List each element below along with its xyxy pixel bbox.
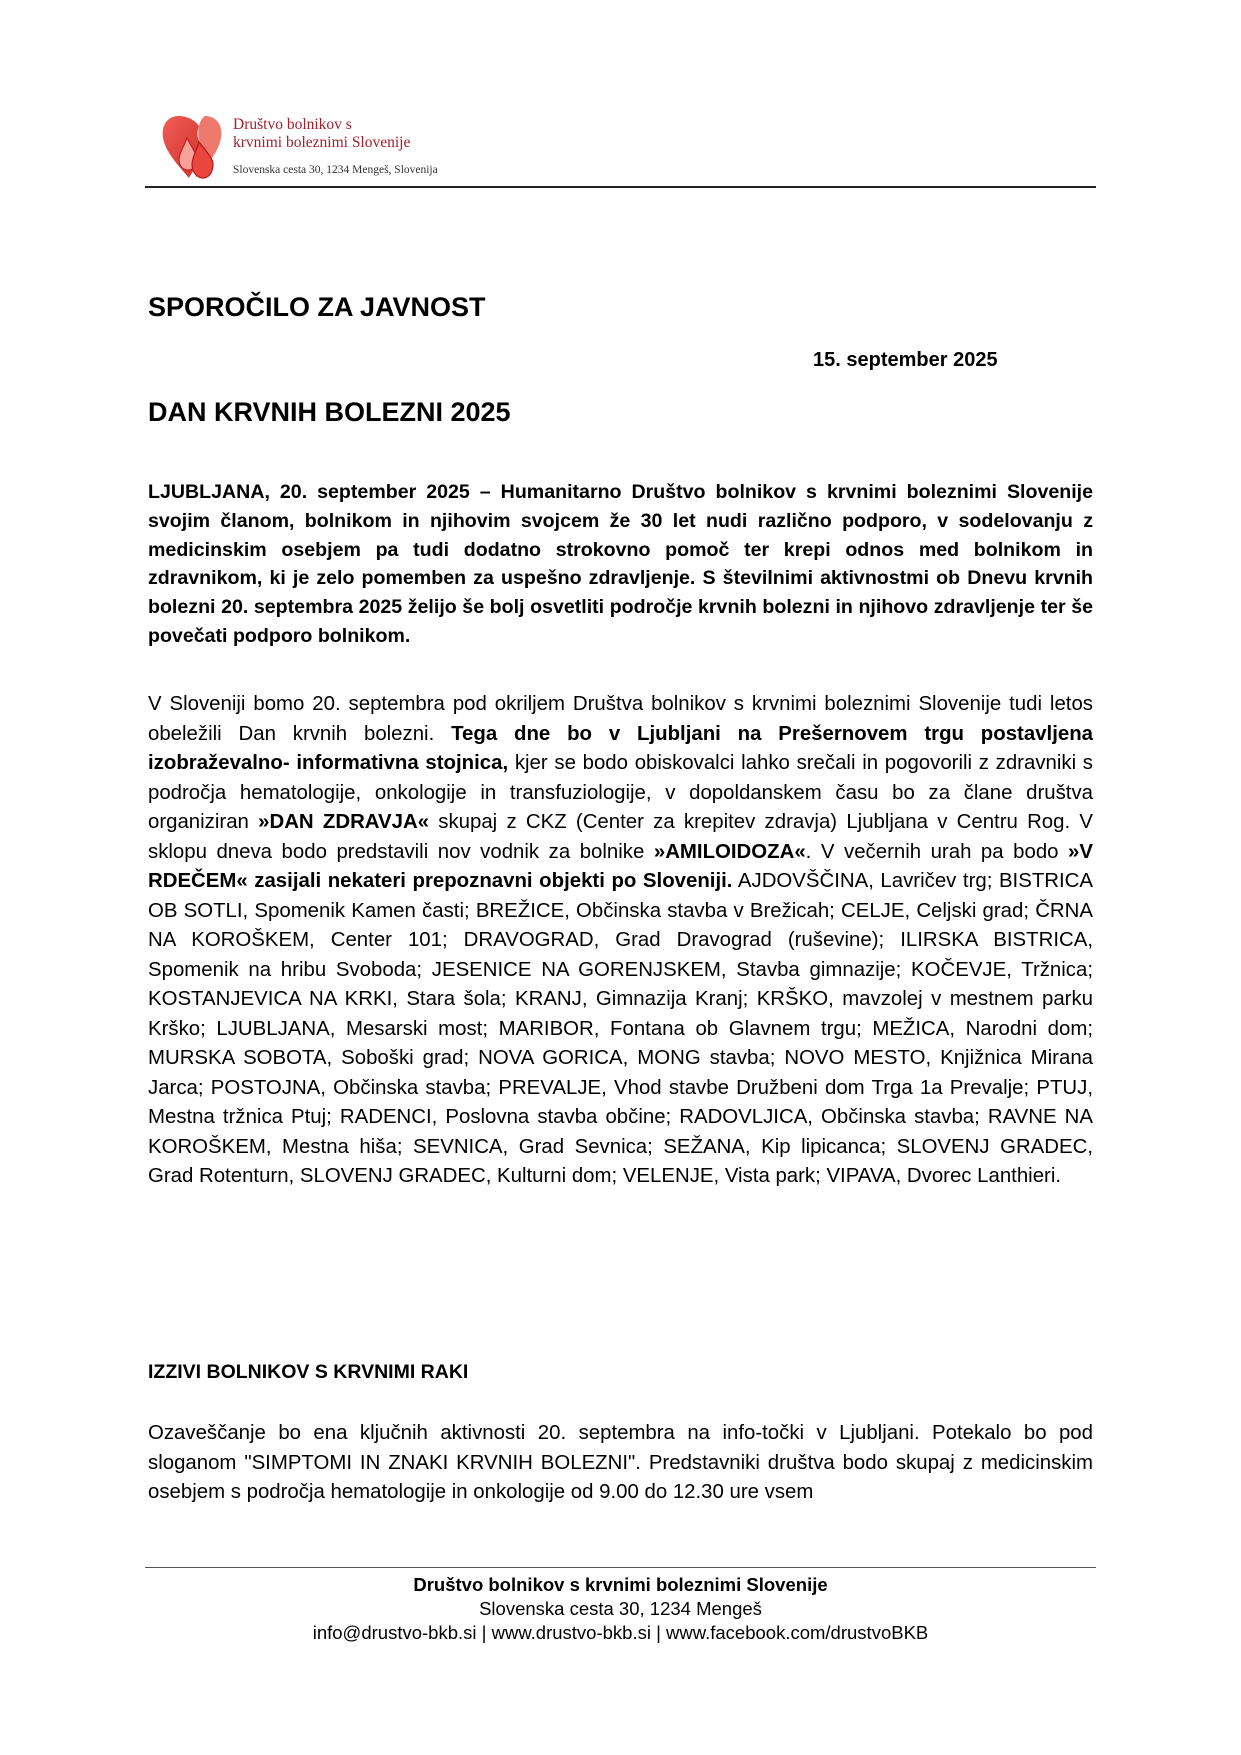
separator: |: [476, 1622, 492, 1643]
document-date: 15. september 2025: [813, 349, 998, 371]
bold-span: Tega dne bo v Ljubljani na Prešernovem trgu postavljena izobraževalno- informativna stojnica,: [148, 722, 1093, 774]
text-span: kjer se bodo obiskovalci lahko srečali in pogovorili z zdravniki s področja hematologije, onkologije in transfuziologije, v dopoldanskem času bo za člane društva organiziran: [148, 752, 1094, 833]
footer-contacts: [145, 1621, 1096, 1645]
text-span: skupaj z CKZ (Center za krepitev zdravja) Ljubljana v Centru Rog. V sklopu dneva bodo predstavili nov vodnik za bolnike: [148, 811, 1093, 863]
body-paragraph-events: [148, 690, 1093, 1192]
footer-website-link[interactable]: www.drustvo-bkb.si: [491, 1622, 651, 1643]
logo-address: Slovenska cesta 30, 1234 Mengeš, Slovenija: [233, 164, 438, 176]
footer-organization: Društvo bolnikov s krvnimi boleznimi Slovenije: [413, 1574, 828, 1595]
footer-facebook-link[interactable]: www.facebook.com/drustvoBKB: [666, 1622, 929, 1643]
document-label: SPOROČILO ZA JAVNOST: [148, 292, 486, 322]
landmarks-list: AJDOVŠČINA, Lavričev trg; BISTRICA OB SOTLI, Spomenik Kamen časti; BREŽICE, Občinska stavba v Brežicah; CELJE, Celjski grad; ČRNA NA KOROŠKEM, Center 101; DRAVOGRAD, Grad Dravograd (ruševine); ILIRSKA BISTRICA, Spomenik na hribu Svoboda; JESENICE NA GORENJSKEM, Stavba gimnazije; KOČEVJE, Tržnica; KOSTANJEVICA NA KRKI, Stara šola; KRANJ, Gimnazija Kranj; KRŠKO, mavzolej v mestnem parku Krško; LJUBLJANA, Mesarski most; MARIBOR, Fontana ob Glavnem trgu; MEŽICA, Narodni dom; MURSKA SOBOTA, Soboški grad; NOVA GORICA, MONG stavba; NOVO MESTO, Knjižnica Mirana Jarca; POSTOJNA, Občinska stavba; PREVALJE, Vhod stavbe Družbeni dom Trga 1a Prevalje; PTUJ, Mestna tržnica Ptuj; RADENCI, Poslovna stavba občine; RADOVLJICA, Občinska stavba; RAVNE NA KOROŠKEM, Mestna hiša; SEVNICA, Grad Sevnica; SEŽANA, Kip lipicanca; SLOVENJ GRADEC, Grad Rotenturn, SLOVENJ GRADEC, Kulturni dom; VELENJE, Vista park; VIPAVA, Dvorec Lanthieri.: [148, 870, 1093, 1187]
heart-with-blood-drops-icon: [159, 112, 225, 182]
logo-organization-name: [233, 116, 410, 152]
header-divider: [145, 186, 1096, 188]
text-span: V Sloveniji bomo 20. septembra pod okriljem Društva bolnikov s krvnimi boleznimi Slovenije tudi letos obeležili Dan krvnih bolezni.: [148, 693, 1093, 745]
bold-span: »DAN ZDRAVJA«: [258, 811, 430, 833]
lead-paragraph: LJUBLJANA, 20. september 2025 – Humanitarno Društvo bolnikov s krvnimi boleznimi Slovenije svojim članom, bolnikom in njihovim svojcem že 30 let nudi različno podporo, v sodelovanju z medicinskim osebjem pa tudi dodatno strokovno pomoč ter krepi odnos med bolnikom in zdravnikom, ki je zelo pomemben za uspešno zdravljenje. S številnimi aktivnostmi ob Dnevu krvnih bolezni 20. septembra 2025 želijo še bolj osvetliti področje krvnih bolezni in njihovo zdravljenje ter še povečati podporo bolnikom.: [148, 481, 1093, 647]
section-heading: IZZIVI BOLNIKOV S KRVNIMI RAKI: [148, 1361, 469, 1383]
footer-address: Slovenska cesta 30, 1234 Mengeš: [479, 1598, 762, 1619]
text-span: . V večernih urah pa bodo: [805, 840, 1069, 863]
body-paragraph-awareness: Ozaveščanje bo ena ključnih aktivnosti 20. septembra na info-točki v Ljubljani. Potekalo bo pod sloganom "SIMPTOMI IN ZNAKI KRVNIH BOLEZNI". Predstavniki društva bodo skupaj z medicinskim osebjem s področja hematologije in onkologije od 9.00 do 12.30 ure vsem: [148, 1422, 1093, 1503]
page-footer: [145, 1573, 1096, 1645]
footer-divider: [145, 1567, 1096, 1568]
logo-name-line-1: Društvo bolnikov s: [233, 116, 352, 133]
footer-email-link[interactable]: info@drustvo-bkb.si: [312, 1622, 477, 1643]
logo-name-line-2: krvnimi boleznimi Slovenije: [233, 134, 411, 151]
separator: |: [650, 1622, 667, 1643]
bold-span: »AMILOIDOZA«: [653, 840, 806, 863]
organization-logo: [155, 108, 455, 183]
bold-span: »V RDEČEM« zasijali nekateri prepoznavni objekti po Sloveniji.: [148, 840, 1093, 892]
document-title: DAN KRVNIH BOLEZNI 2025: [148, 397, 511, 427]
